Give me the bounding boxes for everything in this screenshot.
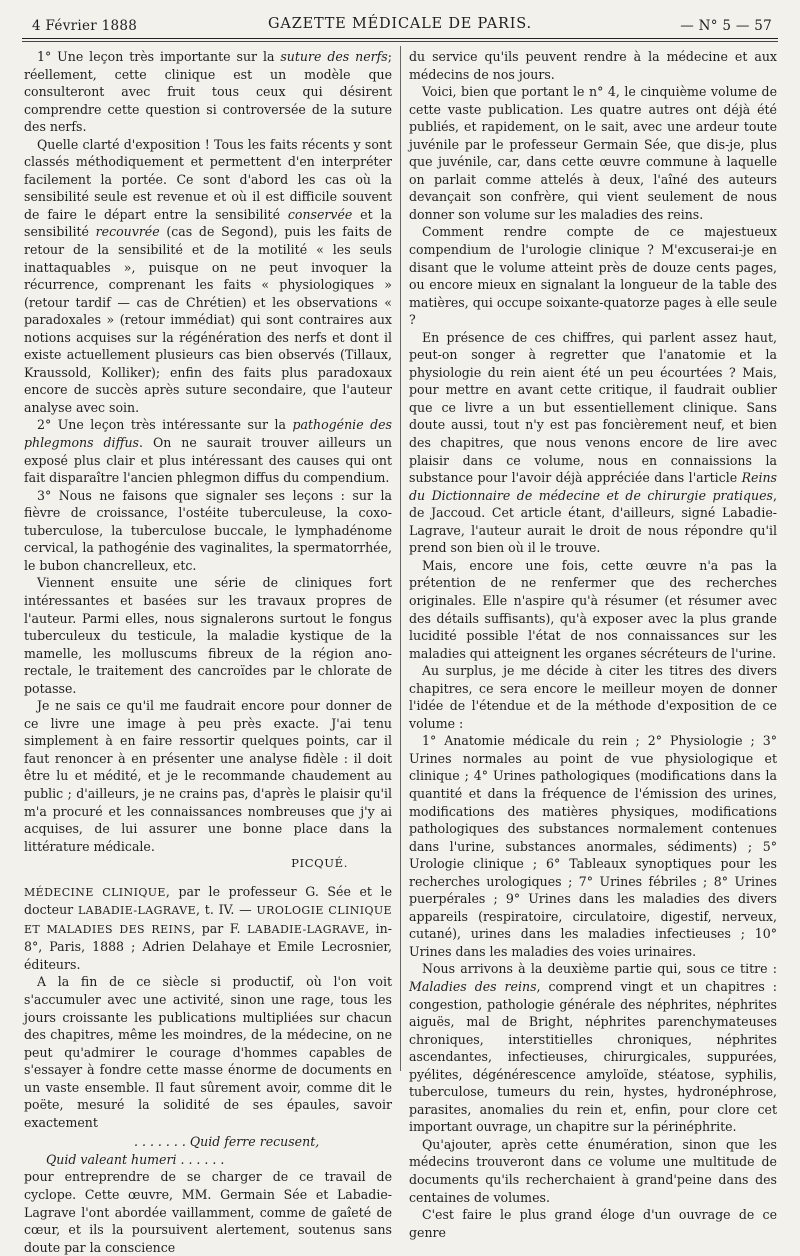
paragraph: Comment rendre compte de ce majestueux compendium de l'urologie clinique ? M'excuserai-je en disant que le volume atteint près de douze cents pages, ou encore mieux en signalant la longueur de la table des matières, qui occupe soixante-quatorze pages à elle seule ? [409, 224, 777, 328]
page-number: — N° 5 — 57 [680, 18, 772, 34]
paragraph: C'est faire le plus grand éloge d'un ouvrage de ce genre [409, 1207, 777, 1240]
paragraph: Je ne sais ce qu'il me faudrait encore pour donner de ce livre une image à peu près exacte. J'ai tenu simplement à en faire ressortir quelques points, car il faut renoncer à en présenter une analyse fidèle : il doit être lu et médité, et je le recommande chaudement au public ; d'ailleurs, je ne crains pas, d'après le plaisir qu'il m'a procuré et les connaissances nombreuses que j'y ai acquises, de lui assurer une bonne place dans la littérature médicale. [24, 698, 392, 854]
paragraph: Viennent ensuite une série de cliniques fort intéressantes et basées sur les travaux propres de l'auteur. Parmi elles, nous signalerons surtout le fongus tuberculeux du testicule, la maladie kystique de la mamelle, les molluscums fibreux de la région ano-rectale, le traitement des cancroïdes par le chlorate de potasse. [24, 575, 392, 696]
header-rule [22, 38, 778, 39]
paragraph: 2° Une leçon très intéressante sur la pathogénie des phlegmons diffus. On ne saurait trouver ailleurs un exposé plus clair et plus intéressant des causes qui ont fait disparaître l'ancien phlegmon diffus du compendium. [24, 417, 392, 486]
publication-title: GAZETTE MÉDICALE DE PARIS. [268, 16, 532, 32]
paragraph: du service qu'ils peuvent rendre à la médecine et aux médecins de nos jours. [409, 49, 777, 82]
author-signature: PICQUÉ. [291, 856, 348, 871]
paragraph: Qu'ajouter, après cette énumération, sinon que les médecins trouveront dans ce volume une multitude de documents qu'ils recherchaient à grand'peine dans des centaines de volumes. [409, 1136, 777, 1205]
issue-date: 4 Février 1888 [32, 18, 138, 34]
bibliographic-entry: MÉDECINE CLINIQUE, par le professeur G. Sée et le docteur LABADIE-LAGRAVE, t. IV. — UROLOGIE CLINIQUE ET MALADIES DES REINS, par F. LABADIE-LAGRAVE, in-8°, Paris, 1888 ; Adrien Delahaye et Emile Lecrosnier, éditeurs. [24, 883, 392, 972]
paragraph: 3° Nous ne faisons que signaler ses leçons : sur la fièvre de croissance, l'ostéite tuberculeuse, la coxo-tuberculose, la tuberculose buccale, le lymphadénome cervical, la pathogénie des vaginalites, la spermatorrhée, le bubon chancrelleux, etc. [24, 487, 392, 573]
latin-quotation [24, 1133, 392, 1168]
paragraph: 1° Une leçon très importante sur la suture des nerfs; réellement, cette clinique est un modèle que consulteront avec fruit tous ceux qui désirent comprendre cette question si controversée de la suture des nerfs. [24, 49, 392, 135]
column-divider [400, 46, 401, 1071]
right-column [409, 48, 777, 1240]
paragraph: Nous arrivons à la deuxième partie qui, sous ce titre : Maladies des reins, comprend vingt et un chapitres : congestion, pathologie générale des néphrites, néphrites aiguës, mal de Bright, néphrites parenchymateuses chroniques, interstitielles chroniques, néphrites ascendantes, infectieuses, chirurgicales, suppurées, pyélites, dégénérescence amyloïde, stéatose, syphilis, tuberculose, tumeurs du rein, hystes, hydronéphrose, parasites, anomalies du rein et, enfin, pour clore cet important ouvrage, un chapitre sur la périnéphrite. [409, 961, 777, 1135]
paragraph: pour entreprendre de se charger de ce travail de cyclope. Cette œuvre, MM. Germain Sée et Labadie-Lagrave l'ont abordée vaillamment, comme de gaîeté de cœur, et ils la poursuivent alertement, soutenus sans doute par la conscience [24, 1169, 392, 1255]
left-column [24, 48, 393, 1255]
paragraph: Quelle clarté d'exposition ! Tous les faits récents y sont classés méthodiquement et permettent d'en interpréter facilement la portée. Ce sont d'abord les cas où la sensibilité seule est revenue et où il est difficile souvent de faire le départ entre la sensibilité conservée et la sensibilité recouvrée (cas de Segond), puis les faits de retour de la sensibilité et de la motilité « les seuls inattaquables », puisque on ne peut invoquer la récurrence, comprenant les faits « physiologiques » (retour tardif — cas de Chrétien) et les observations « paradoxales » (retour immédiat) qui sont contraires aux notions acquises sur la régénération des nerfs et dont il existe actuellement plusieurs cas bien observés (Tillaux, Kraussold, Kolliker); enfin des faits plus paradoxaux encore de succès après suture secondaire, que l'auteur analyse avec soin. [24, 136, 393, 415]
paragraph: Au surplus, je me décide à citer les titres des divers chapitres, ce sera encore le meilleur moyen de donner l'idée de l'étendue et de la méthode d'exposition de ce volume : [409, 663, 777, 731]
header-rule-thin [22, 41, 778, 42]
paragraph: Mais, encore une fois, cette œuvre n'a pas la prétention de ne renfermer que des recherches originales. Elle n'aspire qu'à résumer (et résumer avec des détails suffisants), qu'à exposer avec la plus grande lucidité possible l'état de nos connaissances sur les maladies qui atteignent les organes sécréteurs de l'urine. [409, 557, 777, 661]
paragraph: 1° Anatomie médicale du rein ; 2° Physiologie ; 3° Urines normales au point de vue physiologique et clinique ; 4° Urines pathologiques (modifications dans la quantité et dans la fréquence de l'émission des urines, modifications des matières physiques, modifications pathologiques des substances normalement contenues dans l'urine, substances anormales, sédiments) ; 5° Urologie clinique ; 6° Tableaux synoptiques pour les recherches urologiques ; 7° Urines fébriles ; 8° Urines puerpérales ; 9° Urines dans les maladies des divers appareils (respiratoire, circulatoire, digestif, nerveux, cutané), urines dans les maladies infectieuses ; 10° Urines dans les maladies des voies urinaires. [409, 733, 777, 959]
quotation-line: Quid valeant humeri . . . . . . [46, 1151, 225, 1167]
page-header [22, 12, 778, 36]
paragraph: En présence de ces chiffres, qui parlent assez haut, peut-on songer à regretter que l'anatomie et la physiologie du rein aient été un peu écourtées ? Mais, pour mettre en avant cette critique, il faudrait oublier que ce livre a un but essentiellement clinique. Sans doute aussi, tout n'y est pas foncièrement neuf, et bien des chapitres, que nous venons encore de lire avec plaisir dans ce volume, nous en connaissions la substance pour l'avoir déjà appréciée dans l'article Reins du Dictionnaire de médecine et de chirurgie pratiques, de Jaccoud. Cet article étant, d'ailleurs, signé Labadie-Lagrave, l'auteur aurait le droit de nous répondre qu'il prend son bien où il le trouve. [409, 329, 777, 556]
paragraph: Voici, bien que portant le n° 4, le cinquième volume de cette vaste publication. Les quatre autres ont déjà été publiés, et rapidement, on le sait, avec une ardeur toute juvénile par le professeur Germain Sée, que dis-je, plus que juvénile, car, dans cette œuvre commune à laquelle on parlait comme attelés à deux, l'aîné des auteurs devançait son confrère, qui vient seulement de nous donner son volume sur les maladies des reins. [409, 84, 777, 222]
paragraph: A la fin de ce siècle si productif, où l'on voit s'accumuler avec une activité, sinon une rage, tous les jours croissante les publications multipliées sur chacun des chapitres, même les moindres, de la médecine, on ne peut qu'admirer le courage d'hommes capables de s'essayer à fondre cette masse énorme de documents en un vaste ensemble. Il faut sûrement avoir, comme dit le poëte, mesuré la solidité de ses épaules, savoir exactement [24, 974, 392, 1130]
quotation-line: . . . . . . . Quid ferre recusent, [134, 1134, 320, 1150]
